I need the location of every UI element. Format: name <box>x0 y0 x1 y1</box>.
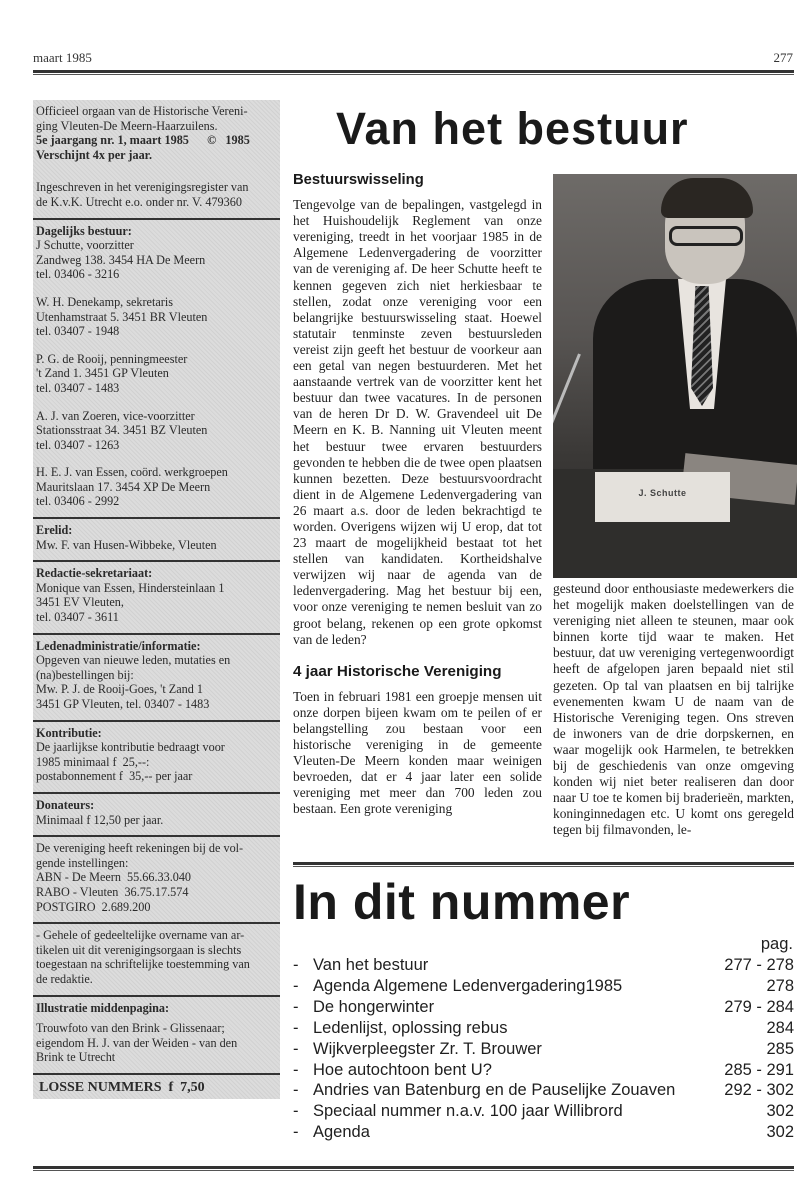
board-member <box>36 352 277 396</box>
contents-item-pages: 284 <box>766 1018 794 1037</box>
bullet-dash: - <box>293 1018 299 1037</box>
bullet-dash: - <box>293 1060 299 1079</box>
contents-item-pages: 302 <box>766 1123 794 1142</box>
bullet-dash: - <box>293 1123 299 1142</box>
article-column-right <box>553 581 794 839</box>
member-address: Stationsstraat 34. 3451 BZ Vleuten <box>36 423 208 438</box>
member-phone: tel. 03407 - 1483 <box>36 380 120 395</box>
contents-item-title: Hoe autochtoon bent U? <box>313 1060 492 1079</box>
bank-accounts-section <box>33 837 280 924</box>
board-member <box>36 238 277 282</box>
contents-item-title: Wijkverpleegster Zr. T. Brouwer <box>313 1039 542 1058</box>
contents-item-title: Agenda <box>313 1123 370 1142</box>
bank-line: RABO - Vleuten 36.75.17.574 <box>36 884 189 899</box>
contents-item-pages: 292 - 302 <box>724 1081 794 1100</box>
membership-admin-section <box>33 635 280 722</box>
contents-item-pages: 285 - 291 <box>724 1060 794 1079</box>
contents-item-pages: 279 - 284 <box>724 997 794 1016</box>
bank-line: De vereniging heeft rekeningen bij de vol- <box>36 841 244 856</box>
member-name: W. H. Denekamp, sekretaris <box>36 294 173 309</box>
contents-item[interactable] <box>293 955 794 976</box>
board-heading: Dagelijks bestuur: <box>36 223 132 238</box>
member-phone: tel. 03406 - 3216 <box>36 267 120 282</box>
honorary-heading: Erelid: <box>36 523 73 538</box>
photo-glasses <box>669 226 743 246</box>
donors-text: Minimaal f 12,50 per jaar. <box>36 812 164 827</box>
footer-rule <box>33 1166 794 1171</box>
bank-line: POSTGIRO 2.689.200 <box>36 899 151 914</box>
illustration-line: Trouwfoto van den Brink - Glissenaar; <box>36 1021 225 1036</box>
contribution-line: 1985 minimaal f 25,--: <box>36 754 150 769</box>
donors-section <box>33 794 280 837</box>
contents-item-title: Agenda Algemene Ledenvergadering1985 <box>313 976 623 995</box>
contribution-heading: Kontributie: <box>36 725 102 740</box>
membership-admin-line: (na)bestellingen bij: <box>36 667 134 682</box>
member-address: Mauritslaan 17. 3454 XP De Meern <box>36 479 211 494</box>
illustration-heading: Illustratie middenpagina: <box>36 1000 170 1015</box>
contents-item[interactable] <box>293 1122 794 1143</box>
editorial-heading: Redactie-sekretariaat: <box>36 566 153 581</box>
section-body-4-jaar: Toen in februari 1981 een groepje mensen uit onze dorpen bijeen kwam om te peilen of er belangstelling zou bestaan voor een historische vereniging in de gemeente Vleuten-De Meern konden maar weinigen bevroeden, dat er 4 jaar later een solide vereniging met meer dan 700 leden zou bestaan. Een grote vereniging <box>293 688 542 817</box>
bullet-dash: - <box>293 976 299 995</box>
contents-item-title: Speciaal nummer n.a.v. 100 jaar Willibrord <box>313 1102 623 1121</box>
illustration-line: Brink te Utrecht <box>36 1050 116 1065</box>
member-address: Utenhamstraat 5. 3451 BR Vleuten <box>36 309 208 324</box>
register-line: de K.v.K. Utrecht e.o. onder nr. V. 479360 <box>36 194 242 209</box>
volume-info: 5e jaargang nr. 1, maart 1985 © 1985 <box>36 133 250 148</box>
contents-item-pages: 302 <box>766 1102 794 1121</box>
bullet-dash: - <box>293 1039 299 1058</box>
single-issue-price-text: LOSSE NUMMERS f 7,50 <box>39 1079 205 1095</box>
contents-item[interactable] <box>293 976 794 997</box>
contents-item-title: Van het bestuur <box>313 956 429 974</box>
illustration-line: eigendom H. J. van der Weiden - van den <box>36 1035 238 1050</box>
issue-date: maart 1985 <box>33 50 92 65</box>
board-member <box>36 409 277 453</box>
membership-admin-line: Mw. P. J. de Rooij-Goes, 't Zand 1 <box>36 682 203 697</box>
bullet-dash: - <box>293 997 299 1016</box>
member-address: 't Zand 1. 3451 GP Vleuten <box>36 366 169 381</box>
copyright-line: de redaktie. <box>36 971 93 986</box>
frequency-info: Verschijnt 4x per jaar. <box>36 147 152 162</box>
membership-admin-line: Opgeven van nieuwe leden, mutaties en <box>36 653 231 668</box>
member-name: A. J. van Zoeren, vice-voorzitter <box>36 408 195 423</box>
contents-list <box>293 955 794 1143</box>
contents-page-label: pag. <box>760 935 793 953</box>
member-name: H. E. J. van Essen, coörd. werkgroepen <box>36 465 228 480</box>
bullet-dash: - <box>293 1081 299 1100</box>
page-number: 277 <box>773 50 793 65</box>
contents-item-pages: 285 <box>766 1039 794 1058</box>
contents-item-title: Andries van Batenburg en de Pauselijke Zouaven <box>313 1081 676 1100</box>
member-address: Zandweg 138. 3454 HA De Meern <box>36 252 206 267</box>
section-heading-bestuurswisseling: Bestuurswisseling <box>293 172 424 188</box>
editorial-line: Monique van Essen, Hindersteinlaan 1 <box>36 580 225 595</box>
honorary-member: Mw. F. van Husen-Wibbeke, Vleuten <box>36 537 217 552</box>
member-name: J Schutte, voorzitter <box>36 238 134 253</box>
section-body-bestuurswisseling: Tengevolge van de bepalingen, vastgelegd in het Huishoudelijk Reglement van onze vereniging, treedt in het voorjaar 1985 in de Algemene Ledenvergadering de voorzitter van de vereniging af. De heer Schutte heeft te kennen gegeven zich niet herkiesbaar te stellen, zodat onze vereniging voor een belangrijke bestuurswisseling staat. Hoewel statutair tenminste zeven bestuursleden vereist zijn geeft het bestuur de voorkeur aan een getal van negen bestuurderen. Met het aanstaande vertrek van de voorzitter kent het bestuur dan twee vacatures. In de personen van de heren Dr D. W. Gravendeel uit De Meern en K. B. Nanning uit Vleuten meent het bestuur twee ervaren bestuurders gevonden te hebben die de twee open plaatsen kunnen bezetten. Deze bestuursvoordracht dient in de Algemene Ledenvergadering van 26 maart a.s. door de leden bekrachtigd te worden. Overigens wijzen wij U erop, dat tot 23 maart de mogelijkheid bestaat tot het stellen van kandidaten. Kortheidshalve verwijzen wij naar de agenda van de ledenvergadering. Mag het bestuur bij een, voor onze vereniging te nemen besluit van zo groot belang, rekenen op een grote opkomst van de leden? <box>293 197 542 647</box>
article-column-middle <box>293 172 542 818</box>
bullet-dash: - <box>293 956 299 974</box>
colophon-sidebar <box>33 100 280 1099</box>
contribution-line: De jaarlijkse kontributie bedraagt voor <box>36 740 225 755</box>
bank-line: ABN - De Meern 55.66.33.040 <box>36 870 192 885</box>
intro-line: ging Vleuten-De Meern-Haarzuilens. <box>36 118 218 133</box>
single-issue-price <box>33 1075 280 1100</box>
board-member <box>36 465 277 509</box>
section-heading-4-jaar: 4 jaar Historische Vereniging <box>293 662 502 680</box>
contents-item[interactable] <box>293 1060 794 1081</box>
membership-admin-heading: Ledenadministratie/informatie: <box>36 638 201 653</box>
membership-admin-line: 3451 GP Vleuten, tel. 03407 - 1483 <box>36 697 210 711</box>
contents-item[interactable] <box>293 1018 794 1039</box>
section-body-4-jaar-continued: gesteund door enthousiaste medewerkers die het mogelijk maken doelstellingen van de vereniging niet alleen te steunen, maar ook binnen korte tijd waar te maken. Het bestuur, dat uw vereniging vertegenwoordigt heeft de afgelopen jaren bepaald niet stil gezeten. Op tal van plaatsen en bij talrijke evenementen kwam U de naam van de Historische Vereniging tegen. Ons streven de inwoners van de drie dorpskernen, en waar mogelijk ook Harmelen, te betrekken bij de geschiedenis van onze omgeving konden wij niet beter realiseren dan door naar U toe te komen bij braderieën, markten, koninginnedagen etc. U komt ons geregeld tegen bij filmavonden, le- <box>553 581 794 838</box>
photo-hair <box>661 178 753 218</box>
contents-item[interactable] <box>293 1080 794 1101</box>
member-phone: tel. 03407 - 1948 <box>36 324 120 339</box>
contents-item-title: Ledenlijst, oplossing rebus <box>313 1018 508 1037</box>
header-rule <box>33 70 794 75</box>
board-member <box>36 295 277 339</box>
colophon-intro <box>33 100 280 220</box>
contents-item[interactable] <box>293 1101 794 1122</box>
honorary-member-section <box>33 519 280 562</box>
member-name: P. G. de Rooij, penningmeester <box>36 351 188 366</box>
contribution-section <box>33 722 280 794</box>
contents-title: In dit nummer <box>293 874 631 930</box>
bullet-dash: - <box>293 1102 299 1121</box>
copyright-notice-section <box>33 924 280 996</box>
intro-line: Officieel orgaan van de Historische Vereni- <box>36 104 248 118</box>
article-end-rule <box>293 862 794 867</box>
contents-item-pages: 277 - 278 <box>724 956 794 974</box>
contents-item-pages: 278 <box>766 976 794 995</box>
copyright-line: - Gehele of gedeeltelijke overname van ar- <box>36 928 245 943</box>
chairman-photo <box>553 174 797 578</box>
member-phone: tel. 03406 - 2992 <box>36 494 120 509</box>
photo-nameplate: J. Schutte <box>595 472 730 522</box>
member-phone: tel. 03407 - 1263 <box>36 437 120 452</box>
bank-line: gende instellingen: <box>36 855 129 870</box>
copyright-line: toegestaan na schriftelijke toestemming van <box>36 957 250 972</box>
editorial-line: tel. 03407 - 3611 <box>36 610 119 625</box>
contribution-line: postabonnement f 35,-- per jaar <box>36 769 193 784</box>
article-title: Van het bestuur <box>336 103 689 154</box>
contents-item[interactable] <box>293 997 794 1018</box>
editorial-line: 3451 EV Vleuten, <box>36 595 124 610</box>
donors-heading: Donateurs: <box>36 797 95 812</box>
illustration-credit-section <box>33 997 280 1075</box>
contents-item-title: De hongerwinter <box>313 997 435 1016</box>
contents-item[interactable] <box>293 1039 794 1060</box>
register-line: Ingeschreven in het verenigingsregister van <box>36 180 249 195</box>
copyright-line: tikelen uit dit verenigingsorgaan is slechts <box>36 942 242 957</box>
editorial-section <box>33 562 280 634</box>
board-section <box>33 220 280 520</box>
